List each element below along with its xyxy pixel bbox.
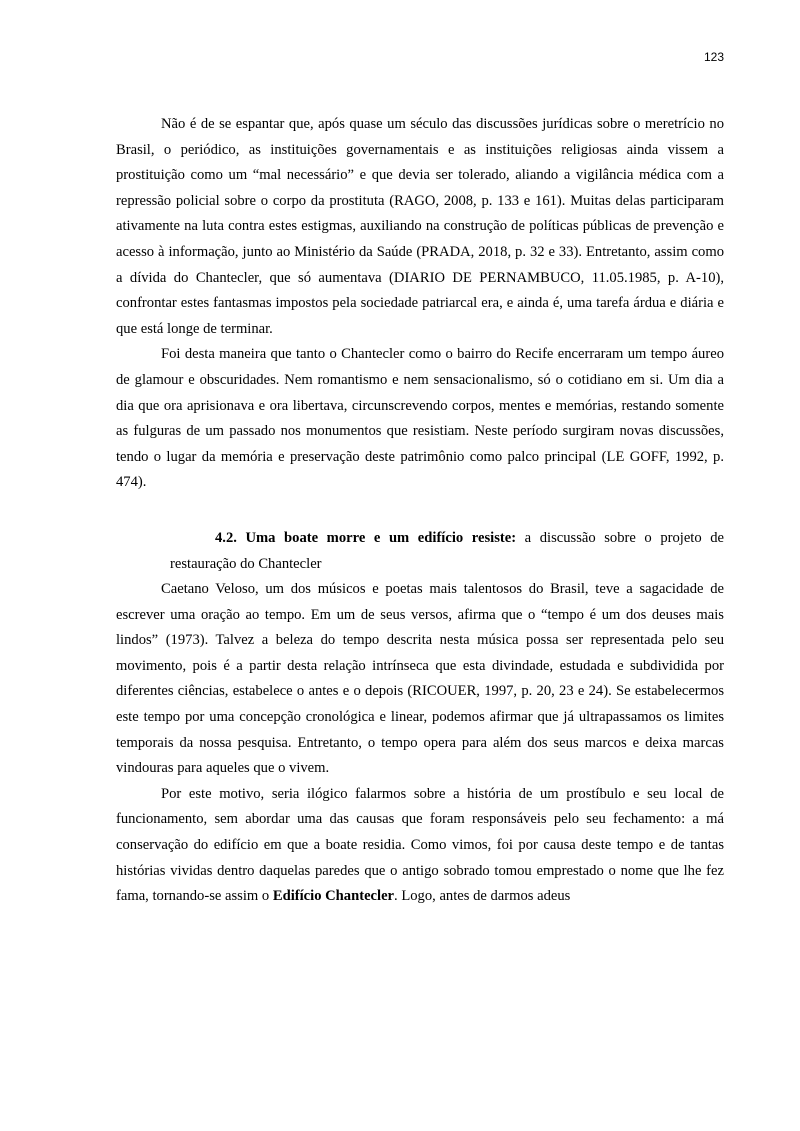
paragraph: Foi desta maneira que tanto o Chantecler como o bairro do Recife encerraram um tempo áureo de glamour e obscuridades. Nem romantismo e nem sensacionalismo, só o cotidiano em si. Um dia a dia que ora aprisionava e ora libertava, circunscrevendo corpos, mentes e memórias, restando somente as fulguras de um passado nos monumentos que resistiam. Neste período surgiram novas discussões, tendo o lugar da memória e preservação deste patrimônio como palco principal (LE GOFF, 1992, p. 474). xyxy=(116,346,724,491)
paragraph: Não é de se espantar que, após quase um século das discussões jurídicas sobre o meretrício no Brasil, o periódico, as instituições governamentais e as instituições religiosas ainda vissem a prostituição como um “mal necessário” e que devia ser tolerado, aliando a vigilância médica com a repressão policial sobre o corpo da prostituta (RAGO, 2008, p. 133 e 161). Muitas delas participaram ativamente na luta contra estes estigmas, auxiliando na construção de políticas públicas de prevenção e acesso à informação, junto ao Ministério da Saúde (PRADA, 2018, p. 32 e 33). Entretanto, assim como a dívida do Chantecler, que só aumentava (DIARIO DE PERNAMBUCO, 11.05.1985, p. A-10), confrontar estes fantasmas impostos pela sociedade patriarcal era, e ainda é, uma tarefa árdua e diária e que está longe de terminar. xyxy=(116,116,724,337)
document-body xyxy=(116,112,724,910)
page-number: 123 xyxy=(703,50,724,64)
section-number: 4.2. xyxy=(215,529,237,546)
paragraph: Caetano Veloso, um dos músicos e poetas mais talentosos do Brasil, teve a sagacidade de escrever uma oração ao tempo. Em um de seus versos, afirma que o “tempo é um dos deuses mais lindos” (1973). Talvez a beleza do tempo descrita nesta música possa ser representada pelo seu movimento, pois é a partir desta relação intrínseca que esta divindade, estudada e subdividida por diferentes ciências, estabelece o antes e o depois (RICOUER, 1997, p. 20, 23 e 24). Se estabelecermos este tempo por uma concepção cronológica e linear, podemos afirmar que já ultrapassamos os limites temporais da nossa pesquisa. Entretanto, o tempo opera para além dos seus marcos e deixa marcas vindouras para aqueles que o vivem. xyxy=(116,581,724,777)
paragraph xyxy=(116,782,724,910)
section-heading xyxy=(116,526,724,577)
paragraph-text: . Logo, antes de darmos adeus xyxy=(394,888,571,905)
section-title-bold: Uma boate morre e um edifício resiste: xyxy=(245,529,517,546)
section-title-rest: a discussão sobre o projeto de restauração do Chantecler xyxy=(170,529,725,572)
paragraph-text: Por este motivo, seria ilógico falarmos sobre a história de um prostíbulo e seu local de funcionamento, sem abordar uma das causas que foram responsáveis pelo seu fechamento: a má conservação do edifício em que a boate residia. Como vimos, foi por causa deste tempo e de tantas histórias vividas dentro daquelas paredes que o antigo sobrado tomou emprestado o nome que lhe fez fama, tornando-se assim o xyxy=(116,785,724,905)
paragraph-bold-text: Edifício Chantecler xyxy=(272,888,395,905)
